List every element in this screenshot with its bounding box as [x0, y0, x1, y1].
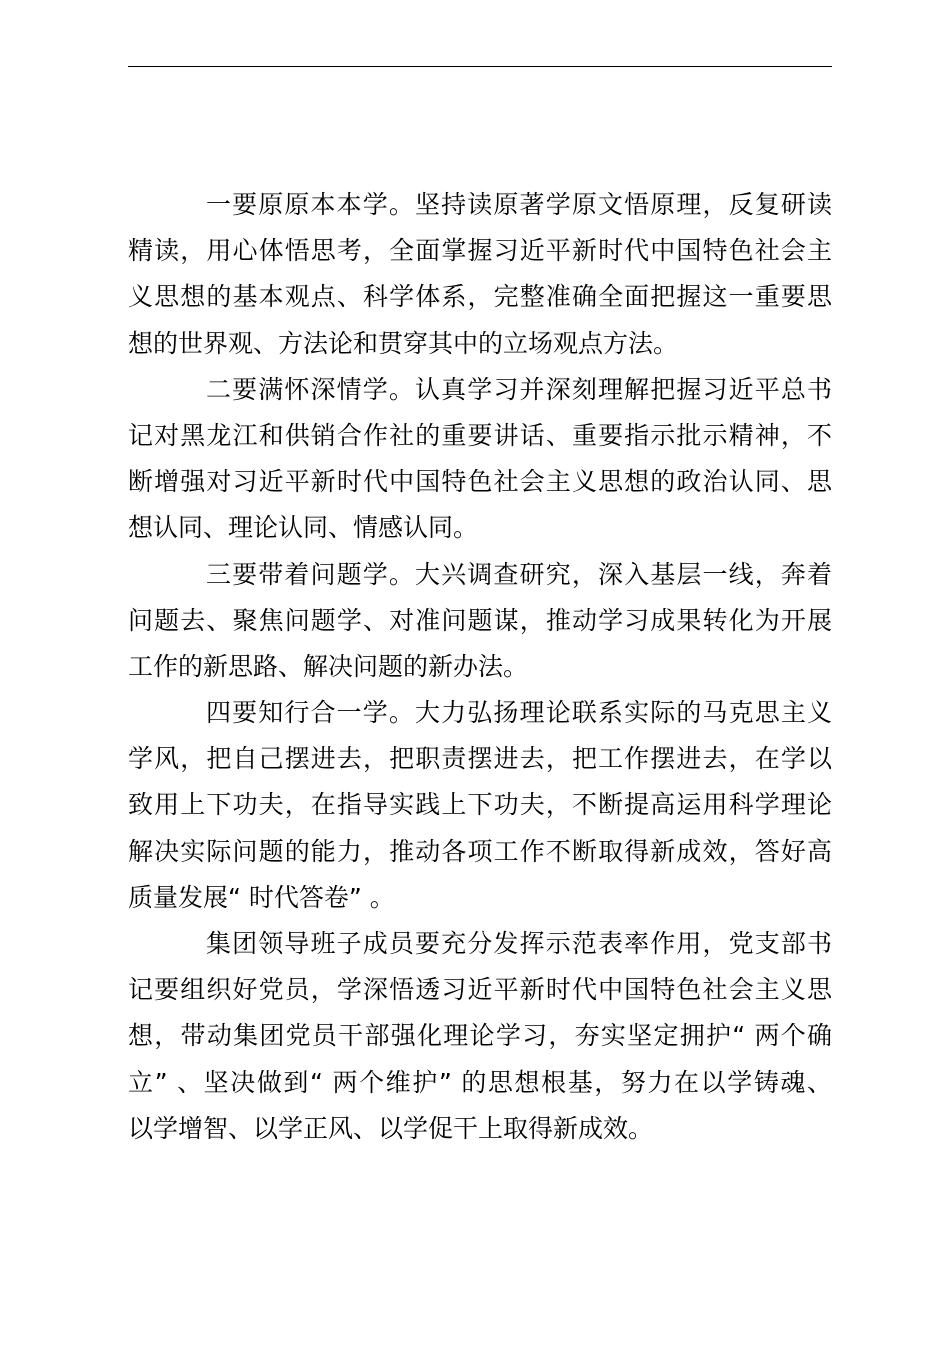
paragraph-line: 四要知行合一学。大力弘扬理论联系实际的马克思主义 [206, 698, 832, 728]
paragraph-study-with-problems [128, 552, 832, 691]
paragraph-study-original [128, 182, 832, 367]
paragraph-line: 二要满怀深情学。认真学习并深刻理解把握习近平总书 [206, 374, 832, 404]
paragraph-line: 一要原原本本学。坚持读原著学原文悟原理，反复研读 [206, 190, 832, 219]
paragraph-unity-of-knowledge-action [128, 690, 832, 921]
paragraph-line: 断增强对习近平新时代中国特色社会主义思想的政治认同、思 [128, 467, 832, 497]
paragraph-line: 致用上下功夫，在指导实践上下功夫，不断提高运用科学理论 [128, 790, 832, 820]
paragraph-line: 立” 、坚决做到“ 两个维护” 的思想根基，努力在以学铸魂、 [128, 1067, 832, 1097]
document-body [128, 182, 832, 1152]
paragraph-line: 记对黑龙江和供销合作社的重要讲话、重要指示批示精神，不 [128, 420, 832, 450]
paragraph-line: 学风，把自己摆进去，把职责摆进去，把工作摆进去，在学以 [128, 744, 832, 774]
paragraph-line: 想，带动集团党员干部强化理论学习，夯实坚定拥护“ 两个确 [128, 1021, 832, 1051]
paragraph-line: 解决实际问题的能力，推动各项工作不断取得新成效，答好高 [128, 836, 832, 866]
paragraph-line: 义思想的基本观点、科学体系，完整准确全面把握这一重要思 [128, 282, 832, 312]
paragraph-study-with-feeling [128, 367, 832, 552]
paragraph-line: 精读，用心体悟思考，全面掌握习近平新时代中国特色社会主 [128, 236, 832, 266]
paragraph-line: 以学增智、以学正风、以学促干上取得新成效。 [128, 1113, 654, 1143]
paragraph-line: 问题去、聚焦问题学、对准问题谋，推动学习成果转化为开展 [128, 605, 832, 635]
paragraph-line: 工作的新思路、解决问题的新办法。 [128, 651, 529, 681]
paragraph-line: 想认同、理论认同、情感认同。 [128, 513, 479, 543]
paragraph-line: 想的世界观、方法论和贯穿其中的立场观点方法。 [128, 328, 679, 358]
paragraph-line: 质量发展“ 时代答卷” 。 [128, 882, 395, 912]
paragraph-line: 集团领导班子成员要充分发挥示范表率作用，党支部书 [206, 929, 832, 958]
header-rule [128, 66, 832, 67]
paragraph-leadership-role [128, 921, 832, 1152]
paragraph-line: 三要带着问题学。大兴调查研究，深入基层一线，奔着 [206, 559, 832, 589]
paragraph-line: 记要组织好党员，学深悟透习近平新时代中国特色社会主义思 [128, 975, 832, 1005]
